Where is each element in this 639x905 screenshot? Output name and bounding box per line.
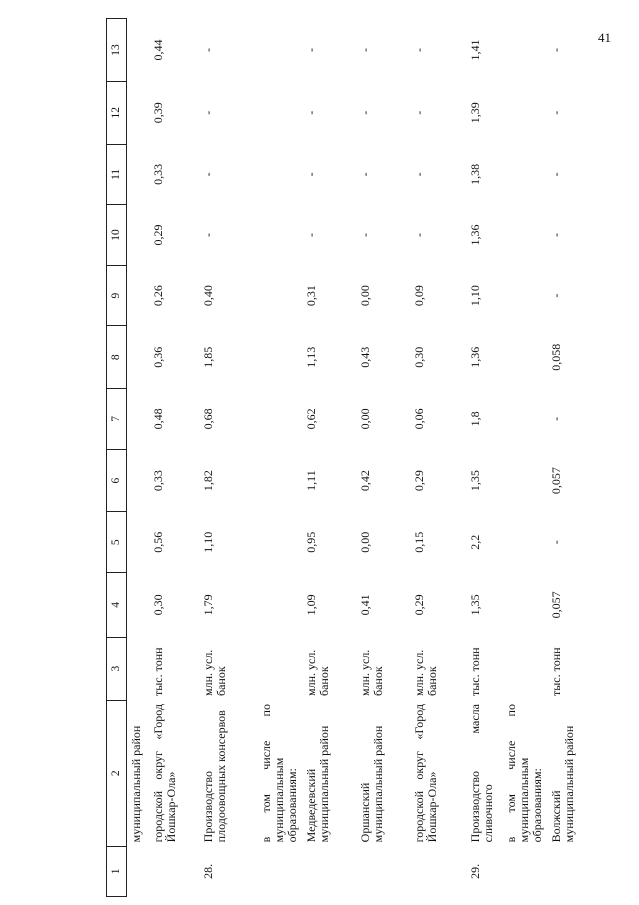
value-cell (127, 19, 149, 82)
value-cell: 0,00 (357, 285, 372, 307)
value-cell (257, 81, 302, 144)
value-cell (127, 144, 149, 205)
value-cell: - (357, 232, 372, 237)
row-name: городской округ «Город Йошкар-Ола» (150, 704, 178, 843)
row-number (356, 846, 410, 896)
value-cell (502, 265, 547, 326)
value-cell: 1,41 (467, 39, 482, 61)
value-cell: - (548, 540, 563, 545)
value-cell: 1,36 (467, 224, 482, 246)
value-cell: 1,8 (467, 411, 482, 427)
value-cell (257, 449, 302, 512)
value-cell: 0,95 (303, 531, 318, 553)
table-row (466, 19, 502, 897)
row-unit (502, 637, 547, 700)
value-cell: - (357, 47, 372, 52)
column-number-10: 10 (107, 205, 127, 266)
value-cell: 1,13 (303, 346, 318, 368)
value-cell: 0,29 (411, 594, 426, 616)
value-cell (502, 389, 547, 450)
value-cell (502, 205, 547, 266)
row-name: Производство плодоовощных консервов (200, 710, 228, 843)
table-row (199, 19, 257, 897)
value-cell: - (548, 47, 563, 52)
column-number-9: 9 (107, 265, 127, 326)
row-unit (257, 637, 302, 700)
row-name: в том числе по муниципальным образованиям: (503, 704, 544, 843)
table-row (356, 19, 410, 897)
value-cell: - (200, 47, 215, 52)
value-cell: - (303, 110, 318, 115)
column-numbers-header (107, 19, 127, 897)
value-cell: 1,39 (467, 102, 482, 124)
value-cell: 0,56 (150, 531, 165, 553)
value-cell: - (411, 110, 426, 115)
value-cell: 0,00 (357, 408, 372, 430)
row-unit: тыс. тонн (467, 647, 482, 697)
row-unit: млн. усл. банок (411, 649, 439, 697)
value-cell: 0,06 (411, 408, 426, 430)
column-number-5: 5 (107, 512, 127, 573)
row-name: Медведевский муниципальный район (303, 725, 331, 843)
value-cell (127, 81, 149, 144)
row-name: городской округ «Город Йошкар-Ола» (411, 704, 439, 843)
value-cell: - (303, 172, 318, 177)
value-cell: 1,11 (303, 470, 318, 491)
value-cell (502, 573, 547, 638)
value-cell: - (411, 172, 426, 177)
value-cell: 0,057 (548, 467, 563, 495)
value-cell: 0,39 (150, 102, 165, 124)
value-cell: - (548, 293, 563, 298)
value-cell (257, 144, 302, 205)
value-cell (257, 573, 302, 638)
header-row (107, 19, 127, 897)
data-table (106, 18, 591, 897)
value-cell (257, 205, 302, 266)
value-cell: 1,82 (200, 470, 215, 492)
table-row (302, 19, 356, 897)
value-cell: 0,29 (411, 470, 426, 492)
value-cell: 1,36 (467, 346, 482, 368)
value-cell: 2,2 (467, 534, 482, 550)
column-number-1: 1 (107, 846, 127, 896)
value-cell (127, 512, 149, 573)
value-cell (127, 573, 149, 638)
value-cell: 0,26 (150, 285, 165, 307)
value-cell: 0,057 (548, 591, 563, 619)
table-row (410, 19, 466, 897)
table-row (502, 19, 547, 897)
value-cell: - (303, 232, 318, 237)
value-cell: 0,33 (150, 470, 165, 492)
value-cell: - (200, 232, 215, 237)
row-unit: тыс. тонн (150, 647, 165, 697)
value-cell: 0,33 (150, 163, 165, 185)
value-cell (257, 265, 302, 326)
value-cell: 0,48 (150, 408, 165, 430)
table-row (127, 19, 149, 897)
column-number-11: 11 (107, 144, 127, 205)
value-cell: 1,35 (467, 594, 482, 616)
value-cell: 1,35 (467, 470, 482, 492)
value-cell (127, 205, 149, 266)
value-cell: 0,058 (548, 343, 563, 371)
value-cell (257, 19, 302, 82)
row-number (410, 846, 466, 896)
column-number-3: 3 (107, 637, 127, 700)
value-cell: - (548, 416, 563, 421)
row-number (502, 846, 547, 896)
row-unit: млн. усл. банок (200, 649, 228, 697)
column-number-2: 2 (107, 700, 127, 846)
table-body (127, 19, 591, 897)
value-cell: 0,68 (200, 408, 215, 430)
value-cell: 1,85 (200, 346, 215, 368)
column-number-12: 12 (107, 81, 127, 144)
value-cell: 1,38 (467, 163, 482, 185)
row-name: Оршанский муниципальный район (357, 725, 385, 843)
value-cell (127, 389, 149, 450)
row-number: 29. (467, 863, 482, 879)
value-cell: 0,30 (411, 346, 426, 368)
value-cell (502, 512, 547, 573)
row-name: муниципальный район (129, 725, 143, 843)
value-cell: 0,09 (411, 285, 426, 307)
value-cell (127, 265, 149, 326)
rotated-table-sheet (106, 18, 576, 897)
value-cell: 0,41 (357, 594, 372, 616)
column-number-6: 6 (107, 449, 127, 512)
value-cell: 0,44 (150, 39, 165, 61)
value-cell (502, 326, 547, 389)
row-unit: млн. усл. банок (357, 649, 385, 697)
value-cell: - (200, 172, 215, 177)
value-cell: 0,40 (200, 285, 215, 307)
value-cell: 0,15 (411, 531, 426, 553)
row-name: Волжский муниципальный район (548, 725, 576, 843)
row-unit (127, 637, 149, 700)
value-cell: - (548, 110, 563, 115)
value-cell (257, 512, 302, 573)
value-cell: 0,62 (303, 408, 318, 430)
value-cell: 1,10 (467, 285, 482, 307)
value-cell: 0,29 (150, 224, 165, 246)
row-unit: тыс. тонн (548, 647, 563, 697)
value-cell: 0,31 (303, 285, 318, 307)
value-cell: 1,10 (200, 531, 215, 553)
column-number-7: 7 (107, 389, 127, 450)
table-row (547, 19, 591, 897)
row-number (149, 846, 199, 896)
value-cell (502, 449, 547, 512)
row-unit: млн. усл. банок (303, 649, 331, 697)
value-cell: 0,00 (357, 531, 372, 553)
value-cell: - (357, 172, 372, 177)
value-cell (127, 326, 149, 389)
row-number (127, 846, 149, 896)
row-number (547, 846, 591, 896)
value-cell: 1,79 (200, 594, 215, 616)
value-cell (502, 144, 547, 205)
value-cell: - (200, 110, 215, 115)
table-row (257, 19, 302, 897)
column-number-13: 13 (107, 19, 127, 82)
value-cell: 0,36 (150, 346, 165, 368)
value-cell (257, 389, 302, 450)
column-number-4: 4 (107, 573, 127, 638)
value-cell: - (411, 232, 426, 237)
column-number-8: 8 (107, 326, 127, 389)
value-cell: - (548, 232, 563, 237)
row-number (257, 846, 302, 896)
value-cell: - (548, 172, 563, 177)
value-cell (502, 81, 547, 144)
value-cell: - (357, 110, 372, 115)
value-cell (502, 19, 547, 82)
page-number: 41 (598, 30, 611, 45)
value-cell: 0,30 (150, 594, 165, 616)
value-cell: 1,09 (303, 594, 318, 616)
row-name: в том числе по муниципальным образованиям: (258, 704, 299, 843)
value-cell: - (303, 47, 318, 52)
table-row (149, 19, 199, 897)
value-cell: - (411, 47, 426, 52)
row-number: 28. (200, 863, 215, 879)
value-cell: 0,42 (357, 470, 372, 492)
row-name: Производство масла сливочного (467, 704, 495, 843)
value-cell (257, 326, 302, 389)
value-cell: 0,43 (357, 346, 372, 368)
value-cell (127, 449, 149, 512)
row-number (302, 846, 356, 896)
